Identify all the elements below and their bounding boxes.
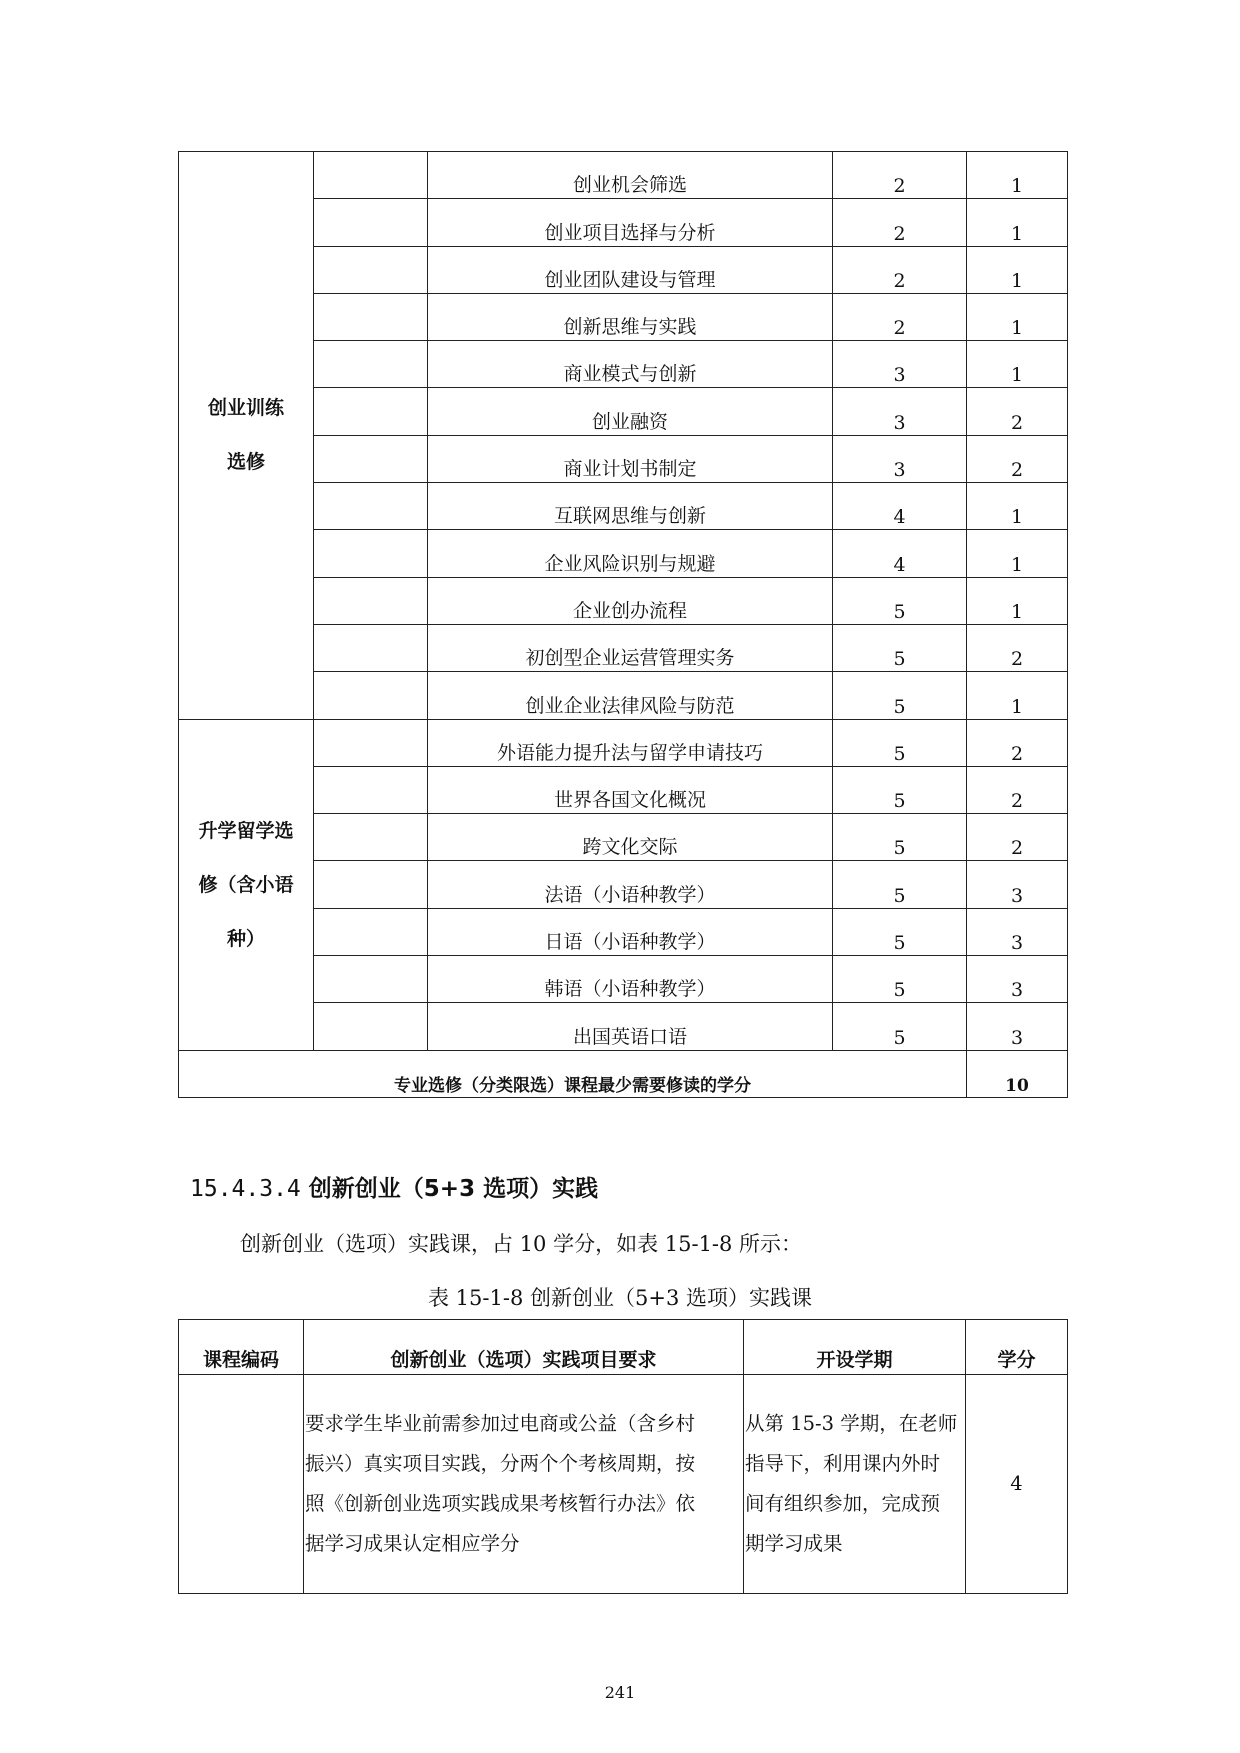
course-name: 企业创办流程 bbox=[428, 577, 833, 624]
blank-cell bbox=[314, 246, 428, 293]
course-credit: 1 bbox=[967, 577, 1068, 624]
table-row bbox=[179, 152, 1068, 199]
course-name: 创新思维与实践 bbox=[428, 293, 833, 340]
blank-cell bbox=[314, 624, 428, 671]
semester-cell bbox=[744, 1375, 966, 1594]
blank-cell bbox=[314, 293, 428, 340]
course-credit: 3 bbox=[967, 908, 1068, 955]
course-semester: 2 bbox=[833, 199, 967, 246]
blank-cell bbox=[314, 341, 428, 388]
course-name: 商业计划书制定 bbox=[428, 435, 833, 482]
requirement-line: 要求学生毕业前需参加过电商或公益（含乡村 bbox=[305, 1412, 696, 1435]
blank-cell bbox=[314, 483, 428, 530]
course-semester: 2 bbox=[833, 152, 967, 199]
blank-cell bbox=[314, 1003, 428, 1050]
course-name: 出国英语口语 bbox=[428, 1003, 833, 1050]
course-semester: 2 bbox=[833, 293, 967, 340]
course-name: 创业项目选择与分析 bbox=[428, 199, 833, 246]
course-semester: 5 bbox=[833, 861, 967, 908]
blank-cell bbox=[314, 530, 428, 577]
blank-cell bbox=[314, 199, 428, 246]
semester-line: 从第 15-3 学期，在老师 bbox=[745, 1412, 958, 1435]
total-row bbox=[179, 1050, 1068, 1097]
course-name: 法语（小语种教学） bbox=[428, 861, 833, 908]
course-semester: 5 bbox=[833, 719, 967, 766]
blank-cell bbox=[314, 956, 428, 1003]
group-name-line: 升学留学选 bbox=[198, 819, 294, 842]
course-name: 跨文化交际 bbox=[428, 814, 833, 861]
practice-course-table bbox=[178, 1319, 1068, 1594]
course-credit: 1 bbox=[967, 246, 1068, 293]
column-header: 学分 bbox=[966, 1320, 1068, 1375]
course-credit: 1 bbox=[967, 672, 1068, 719]
group-name-cell bbox=[179, 152, 314, 720]
course-semester: 4 bbox=[833, 483, 967, 530]
blank-cell bbox=[314, 861, 428, 908]
course-credit: 1 bbox=[967, 152, 1068, 199]
course-semester: 5 bbox=[833, 672, 967, 719]
course-semester: 5 bbox=[833, 624, 967, 671]
course-semester: 5 bbox=[833, 814, 967, 861]
course-name: 商业模式与创新 bbox=[428, 341, 833, 388]
blank-cell bbox=[314, 814, 428, 861]
course-semester: 5 bbox=[833, 577, 967, 624]
course-credit: 2 bbox=[967, 814, 1068, 861]
requirement-cell bbox=[304, 1375, 744, 1594]
course-name: 世界各国文化概况 bbox=[428, 766, 833, 813]
elective-course-table bbox=[178, 151, 1068, 1098]
course-credit: 3 bbox=[967, 861, 1068, 908]
course-credit: 2 bbox=[967, 435, 1068, 482]
course-name: 外语能力提升法与留学申请技巧 bbox=[428, 719, 833, 766]
course-semester: 5 bbox=[833, 1003, 967, 1050]
semester-line: 期学习成果 bbox=[745, 1532, 843, 1555]
requirement-line: 照《创新创业选项实践成果考核暂行办法》依 bbox=[305, 1492, 696, 1515]
section-heading bbox=[190, 1170, 598, 1203]
column-header: 创新创业（选项）实践项目要求 bbox=[304, 1320, 744, 1375]
blank-cell bbox=[314, 719, 428, 766]
page-number: 241 bbox=[604, 1683, 636, 1702]
course-credit: 3 bbox=[967, 956, 1068, 1003]
blank-cell bbox=[314, 388, 428, 435]
course-name: 创业团队建设与管理 bbox=[428, 246, 833, 293]
blank-cell bbox=[314, 577, 428, 624]
requirement-line: 振兴）真实项目实践，分两个个考核周期，按 bbox=[305, 1452, 696, 1475]
blank-cell bbox=[314, 908, 428, 955]
semester-line: 间有组织参加，完成预 bbox=[745, 1492, 941, 1515]
course-name: 韩语（小语种教学） bbox=[428, 956, 833, 1003]
blank-cell bbox=[314, 152, 428, 199]
requirement-line: 据学习成果认定相应学分 bbox=[305, 1532, 520, 1555]
course-credit: 1 bbox=[967, 530, 1068, 577]
course-name: 创业融资 bbox=[428, 388, 833, 435]
column-header: 开设学期 bbox=[744, 1320, 966, 1375]
course-name: 创业机会筛选 bbox=[428, 152, 833, 199]
group-name-line: 创业训练 bbox=[207, 397, 284, 420]
course-credit: 2 bbox=[967, 388, 1068, 435]
course-name: 互联网思维与创新 bbox=[428, 483, 833, 530]
group-name-line: 种） bbox=[226, 927, 265, 950]
table-row bbox=[179, 719, 1068, 766]
course-name: 日语（小语种教学） bbox=[428, 908, 833, 955]
course-semester: 4 bbox=[833, 530, 967, 577]
course-credit: 2 bbox=[967, 719, 1068, 766]
course-name: 企业风险识别与规避 bbox=[428, 530, 833, 577]
course-name: 初创型企业运营管理实务 bbox=[428, 624, 833, 671]
table-row bbox=[179, 1375, 1068, 1594]
course-credit: 2 bbox=[967, 766, 1068, 813]
course-semester: 3 bbox=[833, 435, 967, 482]
course-semester: 3 bbox=[833, 388, 967, 435]
table-header-row bbox=[179, 1320, 1068, 1375]
blank-cell bbox=[314, 672, 428, 719]
group-name-line: 修（含小语 bbox=[198, 873, 294, 896]
semester-line: 指导下，利用课内外时 bbox=[745, 1452, 941, 1475]
section-paragraph: 创新创业（选项）实践课，占 10 学分，如表 15-1-8 所示： bbox=[240, 1232, 803, 1256]
course-credit: 3 bbox=[967, 1003, 1068, 1050]
course-credit: 1 bbox=[967, 483, 1068, 530]
credit-cell: 4 bbox=[966, 1375, 1068, 1594]
column-header: 课程编码 bbox=[179, 1320, 304, 1375]
course-credit: 1 bbox=[967, 199, 1068, 246]
course-semester: 3 bbox=[833, 341, 967, 388]
section-title: 创新创业（5+3 选项）实践 bbox=[308, 1176, 599, 1202]
table-caption: 表 15-1-8 创新创业（5+3 选项）实践课 bbox=[428, 1286, 812, 1310]
course-semester: 5 bbox=[833, 956, 967, 1003]
section-number: 15.4.3.4 bbox=[190, 1176, 301, 1202]
group-name-cell bbox=[179, 719, 314, 1050]
total-credits-label: 专业选修（分类限选）课程最少需要修读的学分 bbox=[179, 1050, 967, 1097]
blank-cell bbox=[314, 766, 428, 813]
course-semester: 5 bbox=[833, 766, 967, 813]
blank-cell bbox=[314, 435, 428, 482]
course-name: 创业企业法律风险与防范 bbox=[428, 672, 833, 719]
group-name-line: 选修 bbox=[226, 451, 265, 474]
course-credit: 1 bbox=[967, 341, 1068, 388]
course-credit: 2 bbox=[967, 624, 1068, 671]
course-credit: 1 bbox=[967, 293, 1068, 340]
course-semester: 2 bbox=[833, 246, 967, 293]
total-credits-value: 10 bbox=[967, 1050, 1068, 1097]
course-semester: 5 bbox=[833, 908, 967, 955]
course-code-cell bbox=[179, 1375, 304, 1594]
